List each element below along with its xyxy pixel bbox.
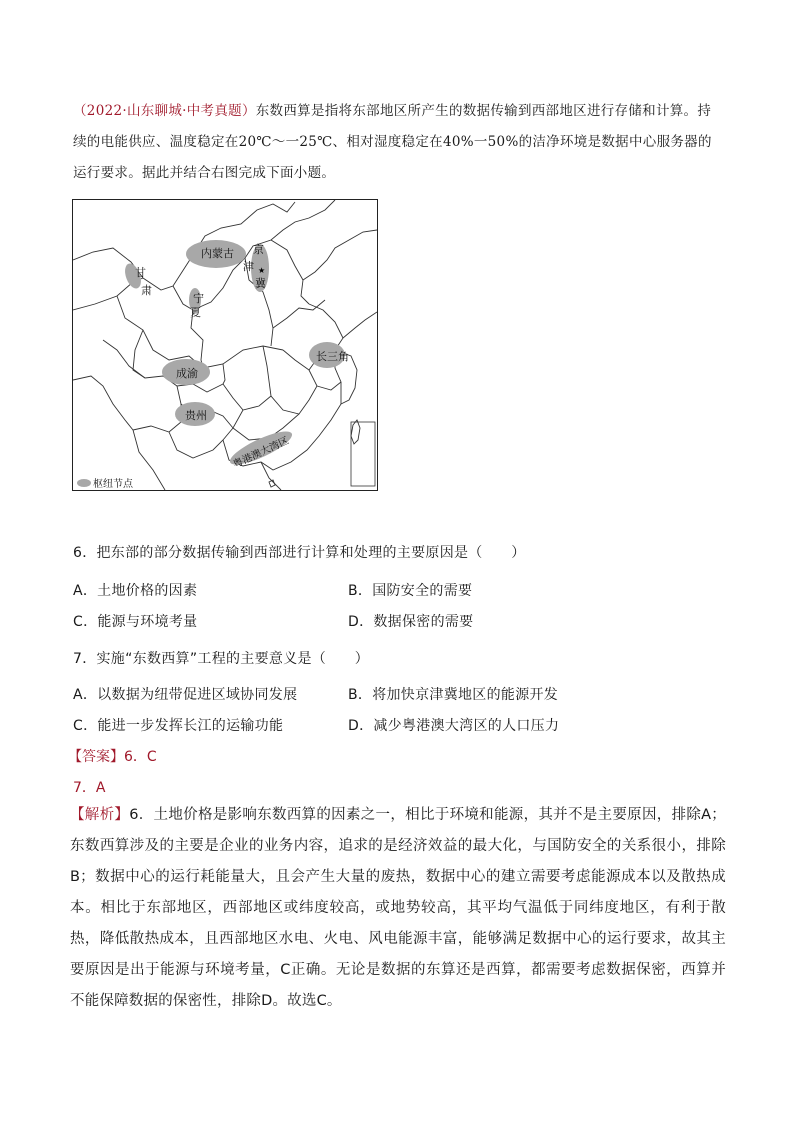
label-neimenggu: 内蒙古 (201, 247, 234, 260)
q7-option-b: B．将加快京津冀地区的能源开发 (348, 687, 559, 703)
label-yuegangao: 粤港澳大湾区 (231, 435, 291, 471)
capital-star-icon: ★ (258, 266, 266, 275)
q7-option-a: A．以数据为纽带促进区域协同发展 (73, 687, 298, 703)
analysis-paragraph (70, 800, 726, 1017)
label-chengyu: 成渝 (176, 367, 198, 380)
q6-option-a: A．土地价格的因素 (73, 583, 198, 599)
hub-nodes (77, 240, 345, 487)
label-ji: 冀 (255, 277, 266, 290)
legend-swatch (77, 479, 91, 487)
china-map-figure (72, 199, 378, 491)
map-svg (73, 200, 377, 490)
q7-option-d: D．减少粤港澳大湾区的人口压力 (348, 718, 560, 734)
label-jing: 京 (253, 243, 264, 256)
label-jin: 津 (243, 260, 254, 273)
label-xia: 夏 (190, 306, 201, 319)
taiwan-outline (351, 420, 360, 444)
question-source: （2022·山东聊城·中考真题） (73, 103, 256, 119)
analysis-tag: 【解析】 (70, 807, 130, 823)
q6-option-b: B．国防安全的需要 (348, 583, 473, 599)
intro-text: 东数西算是指将东部地区所产生的数据传输到西部地区进行存储和计算。持续的电能供应、温度稳定在20℃～一25℃、相对湿度稳定在40%一50%的洁净环境是数据中心服务器的运行要求。据此并结合右图完成下面小题。 (73, 103, 712, 181)
intro-paragraph (73, 96, 723, 189)
label-changsanjiao: 长三角 (316, 350, 349, 363)
label-su: 肃 (141, 284, 152, 297)
legend-label: 枢纽节点 (93, 479, 133, 490)
question-6-stem: 6．把东部的部分数据传输到西部进行计算和处理的主要原因是（ ） (73, 545, 526, 561)
label-ning: 宁 (193, 292, 204, 305)
q7-option-c: C．能进一步发挥长江的运输功能 (73, 718, 284, 734)
analysis-text: 6．土地价格是影响东数西算的因素之一，相比于环境和能源，其并不是主要原因，排除A；东数西算涉及的主要是企业的业务内容，追求的是经济效益的最大化，与国防安全的关系很小，排除B；数据中心的运行耗能量大，且会产生大量的废热，数据中心的建立需要考虑能源成本以及散热成本。相比于东部地区，西部地区或纬度较高，或地势较高，其平均气温低于同纬度地区，有利于散热，降低散热成本，且西部地区水电、火电、风电能源丰富，能够满足数据中心的运行要求，故其主要原因是出于能源与环境考量，C正确。无论是数据的东算还是西算，都需要考虑数据保密，西算并不能保障数据的保密性，排除D。故选C。 (70, 807, 726, 1009)
answer-line-1: 【答案】6．C (68, 749, 157, 765)
south-china-sea-inset (351, 422, 375, 486)
label-gan: 甘 (135, 266, 146, 279)
question-7-stem: 7．实施“东数西算”工程的主要意义是（ ） (73, 651, 370, 667)
q6-option-d: D．数据保密的需要 (348, 614, 474, 630)
q6-option-c: C．能源与环境考量 (73, 614, 198, 630)
label-guizhou: 贵州 (185, 409, 207, 422)
answer-line-2: 7．A (73, 780, 106, 796)
